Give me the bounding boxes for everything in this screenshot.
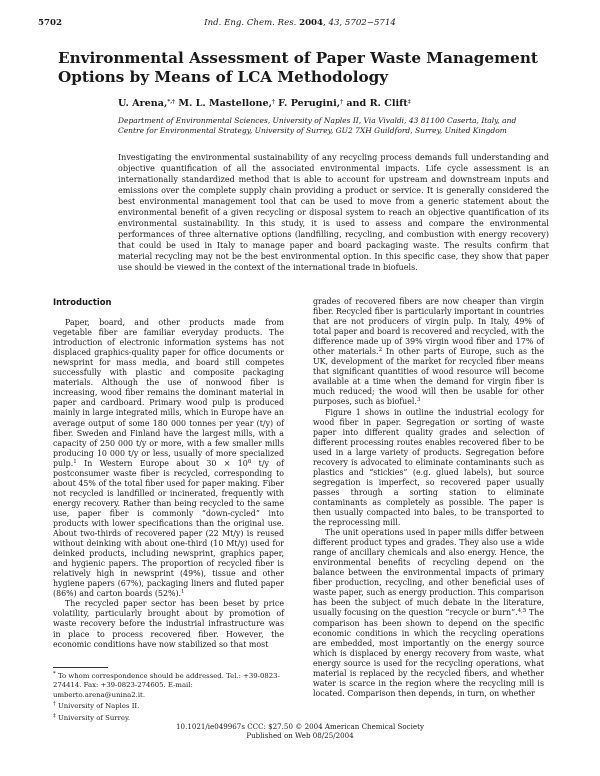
ref-mark: 4,5 bbox=[517, 608, 527, 615]
section-heading-introduction: Introduction bbox=[53, 297, 112, 307]
author-clift: and R. Clift bbox=[343, 98, 408, 109]
footnote-surrey-text: University of Surrey. bbox=[55, 713, 131, 722]
footnote-rule bbox=[53, 667, 108, 668]
exponent: 6 bbox=[247, 458, 252, 465]
author-mastellone: M. L. Mastellone, bbox=[174, 98, 272, 109]
affiliation-naples: Department of Environmental Sciences, University of Naples II, Via Vivaldi, 43 81100 Caserta, Italy, and bbox=[118, 116, 517, 125]
ref-mark: 2 bbox=[378, 347, 383, 354]
footnote-mark: ‡ bbox=[53, 712, 56, 719]
intro-p1-part-c: t/y of postconsumer waste fiber is recycled, corresponding to about 45% of the total fiber used for paper making. Fiber not recycled is landfilled or incinerated, frequently with energy recovery. Rather than being recycled to the same use, paper fiber is commonly “down-cycled” into products with lower specifications than the original use. About two-thirds of recovered paper (22 Mt/y) is reused without deinking with about one-third (10 Mt/y) used for deinked products, including newsprint, graphics paper, and hygienic papers. The proportion of recycled fiber is relatively high in newsprint (49%), tissue and other hygiene papers (67%), packaging liners and fluted paper (86%) and carton boards (52%). bbox=[53, 458, 284, 599]
intro-p4-part-b: The comparison has been shown to depend on the specific economic conditions in which the recycling operations are embedded, most importantly on the energy source which is displaced by energy recovery from waste, what energy source is used for the recycling operations, what material is replaced by the recycled fibers, and whether water is scarce in the region where the recycling mill is located. Comparison then depends, in turn, on whether bbox=[313, 608, 544, 698]
author-mastellone-mark: † bbox=[271, 99, 275, 105]
footnote-correspondence bbox=[53, 672, 284, 700]
ref-mark: 1 bbox=[73, 458, 77, 465]
affiliation-surrey: Centre for Environmental Strategy, University of Surrey, GU2 7XH Guildford, Surrey, United Kingdom bbox=[118, 126, 507, 136]
author-perugini: F. Perugini, bbox=[274, 98, 341, 109]
affiliations bbox=[118, 116, 560, 137]
intro-paragraph-1 bbox=[53, 318, 284, 599]
left-column bbox=[53, 297, 284, 650]
page-footer bbox=[0, 722, 600, 740]
intro-p2-cont-b: In other parts of Europe, such as the UK, development of the market for recycled fiber means that significant quantities of wood resource will become available at a time when the demand for virgin fiber is much reduced; the wood will then be usable for other purposes, such as biofuel. bbox=[313, 347, 545, 407]
right-column bbox=[313, 297, 544, 699]
author-arena: U. Arena, bbox=[118, 98, 168, 109]
intro-p2-cont-a: grades of recovered fibers are now cheaper than virgin fiber. Recycled fiber is particularly important in countries that are not producers of virgin pulp. In Italy, 49% of total paper and board is recovered and recycled, with the difference made up of 39% virgin wood fiber and 17% of other materials. bbox=[313, 297, 544, 357]
intro-paragraph-2: The recycled paper sector has been beset by price volatility, particularly brought about by promotion of waste recovery before the industrial infrastructure was in place to process recovered fiber. However, the economic conditions have now stabilized so that most bbox=[53, 599, 284, 649]
intro-p1-part-b: In Western Europe about 30 × 10 bbox=[76, 458, 248, 468]
intro-paragraph-2-continued bbox=[313, 297, 544, 408]
footnote-naples-text: University of Naples II. bbox=[55, 702, 140, 711]
intro-p4-part-a: The unit operations used in paper mills differ between different product types and grades. They also use a wide range of ancillary chemicals and also energy. Hence, the environmental benefits of recycling depend on the balance between the environmental impacts of primary fiber production, recycling, and other beneficial uses of waste paper, such as energy production. This comparison has been the subject of much debate in the literature, usually focusing on the question “recycle or burn”. bbox=[313, 528, 544, 618]
footnote-mark: * bbox=[53, 671, 56, 677]
footnotes bbox=[53, 672, 284, 725]
journal-citation bbox=[38, 18, 562, 28]
doi-line: 10.1021/ie049967s CCC: $27.50 © 2004 American Chemical Society bbox=[176, 722, 424, 731]
running-header bbox=[38, 18, 562, 30]
author-arena-mark: *,† bbox=[167, 99, 175, 105]
journal-year: 2004 bbox=[299, 18, 324, 28]
ref-mark: 1 bbox=[181, 589, 185, 596]
intro-paragraph-4 bbox=[313, 528, 544, 699]
author-clift-mark: ‡ bbox=[407, 99, 411, 105]
intro-p1-part-a: Paper, board, and other products made from vegetable fiber are familiar everyday products. The introduction of electronic information systems has not displaced graphics-quality paper for office documents or newsprint for mass media, and board still competes successfully with plastic and composite packaging materials. Although the use of nonwood fiber is increasing, wood fiber remains the dominant material in paper and cardboard. Primary wood pulp is produced mainly in large integrated mills, which in Europe have an average output of some 180 000 tonnes per year (t/y) of fiber. Sweden and Finland have the largest mills, with a capacity of 250 000 t/y or more, with a few smaller mills producing 10 000 t/y or less, usually of more specialized pulp. bbox=[53, 318, 284, 468]
author-list bbox=[118, 98, 560, 109]
journal-abbr: Ind. Eng. Chem. Res. bbox=[204, 18, 297, 28]
author-perugini-mark: † bbox=[340, 99, 343, 105]
ref-mark: 3 bbox=[416, 397, 421, 404]
journal-volume-pages: , 43, 5702−5714 bbox=[323, 18, 396, 28]
intro-paragraph-3: Figure 1 shows in outline the industrial ecology for wood fiber in paper. Segregation or sorting of waste paper into different quality grades and selection of different processing routes enables recovered fiber to be used in a large variety of products. Segregation before recovery is advocated to eliminate contaminants such as plastics and “stickies” (e.g. glued labels), but source segregation is imperfect, so recovered paper usually passes through a sorting station to eliminate contaminants as completely as possible. The paper is then usually compacted into bales, to be transported to the reprocessing mill. bbox=[313, 407, 544, 528]
footnote-naples bbox=[53, 702, 284, 711]
footnote-mark: † bbox=[53, 701, 56, 708]
abstract: Investigating the environmental sustainability of any recycling process demands full understanding and objective quantification of all the associated environmental impacts. Life cycle assessment is an internationally standardized method that is able to account for upstream and downstream inputs and emissions over the complete supply chain providing a product or service. It is generally considered the best environmental management tool that can be used to move from a generic statement about the environmental benefit of a given recycling or disposal system to reach an objective quantification of its environmental sustainability. In this study, it is used to assess and compare the environmental performances of three alternative options (landfilling, recycling, and combustion with energy recovery) that could be used in Italy to manage paper and board packaging waste. The results confirm that material recycling may not be the best environmental option. In this specific case, they show that paper use should be viewed in the context of the international trade in biofuels. bbox=[118, 153, 549, 272]
page-number: 5702 bbox=[38, 18, 62, 28]
footnote-correspondence-text: To whom correspondence should be addressed. Tel.: +39-0823-274414. Fax: +39-0823-274605. E-mail: umberto.arena@unina2.it. bbox=[53, 672, 280, 699]
article-title: Environmental Assessment of Paper Waste Management Options by Means of LCA Methodology bbox=[58, 49, 538, 86]
published-line: Published on Web 08/25/2004 bbox=[246, 731, 354, 740]
